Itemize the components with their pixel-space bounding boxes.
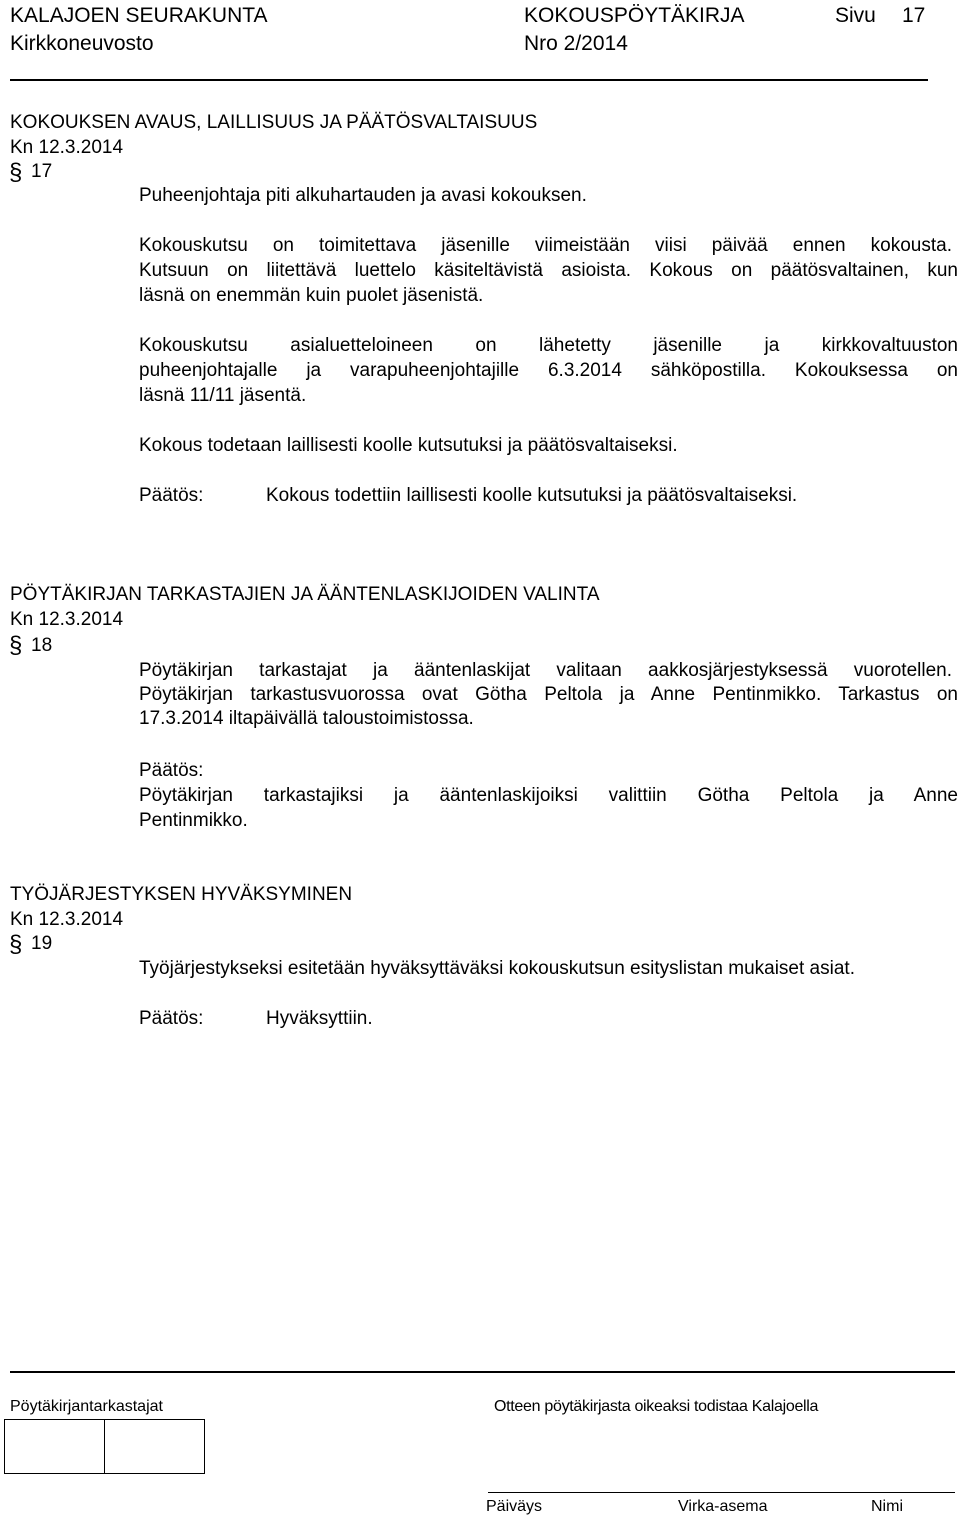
section-18-decision: Pöytäkirjan tarkastajiksi ja ääntenlaskijoiksi valittiin Götha Peltola ja Anne [139, 785, 958, 806]
section-18-paragraph: Pöytäkirjan tarkastusvuorossa ovat Götha Peltola ja Anne Pentinmikko. Tarkastus on [139, 684, 958, 705]
header-page-label: Sivu [835, 4, 876, 27]
footer-date-label: Päiväys [486, 1498, 543, 1515]
header-rule [10, 79, 928, 81]
section-18-date: Kn 12.3.2014 [10, 609, 124, 630]
section-18-paragraph: Pöytäkirjan tarkastajat ja ääntenlaskijat valitaan aakkosjärjestyksessä vuorotellen. [139, 660, 952, 681]
section-sign: § [9, 931, 23, 958]
header-number: Nro 2/2014 [524, 32, 628, 55]
section-17-paragraph: Kokous todetaan laillisesti koolle kutsutuksi ja päätösvaltaiseksi. [139, 435, 678, 456]
section-18-decision-label: Päätös: [139, 760, 204, 781]
inspector-signature-box-2 [104, 1419, 205, 1474]
section-19-decision-label: Päätös: [139, 1008, 204, 1029]
header-page-number: 17 [902, 4, 926, 27]
section-18-decision: Pentinmikko. [139, 810, 248, 831]
header-doc-type: KOKOUSPÖYTÄKIRJA [524, 4, 745, 27]
section-17-paragraph: Kutsuun on liitettävä luettelo käsiteltävistä asioista. Kokous on päätösvaltainen, kun [139, 260, 958, 281]
section-19-title: TYÖJÄRJESTYKSEN HYVÄKSYMINEN [10, 884, 353, 905]
section-17-paragraph: Puheenjohtaja piti alkuhartauden ja avasi kokouksen. [139, 185, 587, 206]
section-19-number: 19 [31, 933, 53, 954]
section-19-date: Kn 12.3.2014 [10, 909, 124, 930]
section-17-paragraph: Kokouskutsu asialuetteloineen on lähetetty jäsenille ja kirkkovaltuuston [139, 335, 958, 356]
section-18-number: 18 [31, 635, 53, 656]
section-19-paragraph: Työjärjestykseksi esitetään hyväksyttäväksi kokouskutsun esityslistan mukaiset asiat. [139, 958, 855, 979]
header-body: Kirkkoneuvosto [10, 32, 154, 55]
section-17-decision-label: Päätös: [139, 485, 204, 506]
footer-name-label: Nimi [871, 1498, 903, 1515]
section-17-paragraph: Kokouskutsu on toimitettava jäsenille viimeistään viisi päivää ennen kokousta. [139, 235, 952, 256]
inspector-signature-box-1 [4, 1419, 105, 1474]
footer-rule [10, 1371, 955, 1373]
footer-certification: Otteen pöytäkirjasta oikeaksi todistaa Kalajoella [494, 1398, 819, 1415]
header-org: KALAJOEN SEURAKUNTA [10, 4, 268, 27]
footer-inspectors-label: Pöytäkirjantarkastajat [10, 1398, 163, 1415]
footer-position-label: Virka-asema [678, 1498, 768, 1515]
section-17-paragraph: läsnä 11/11 jäsentä. [139, 385, 307, 406]
section-19-decision: Hyväksyttiin. [266, 1008, 373, 1029]
section-17-date: Kn 12.3.2014 [10, 137, 124, 158]
section-17-number: 17 [31, 161, 53, 182]
section-17-title: KOKOUKSEN AVAUS, LAILLISUUS JA PÄÄTÖSVALTAISUUS [10, 112, 538, 133]
section-sign: § [9, 632, 23, 659]
section-17-paragraph: läsnä on enemmän kuin puolet jäsenistä. [139, 285, 484, 306]
section-18-title: PÖYTÄKIRJAN TARKASTAJIEN JA ÄÄNTENLASKIJOIDEN VALINTA [10, 584, 600, 605]
signature-line [488, 1492, 955, 1493]
section-17-paragraph: puheenjohtajalle ja varapuheenjohtajille 6.3.2014 sähköpostilla. Kokouksessa on [139, 360, 958, 381]
section-17-decision: Kokous todettiin laillisesti koolle kutsutuksi ja päätösvaltaiseksi. [266, 485, 798, 506]
section-sign: § [9, 159, 23, 186]
section-18-paragraph: 17.3.2014 iltapäivällä taloustoimistossa. [139, 708, 474, 729]
